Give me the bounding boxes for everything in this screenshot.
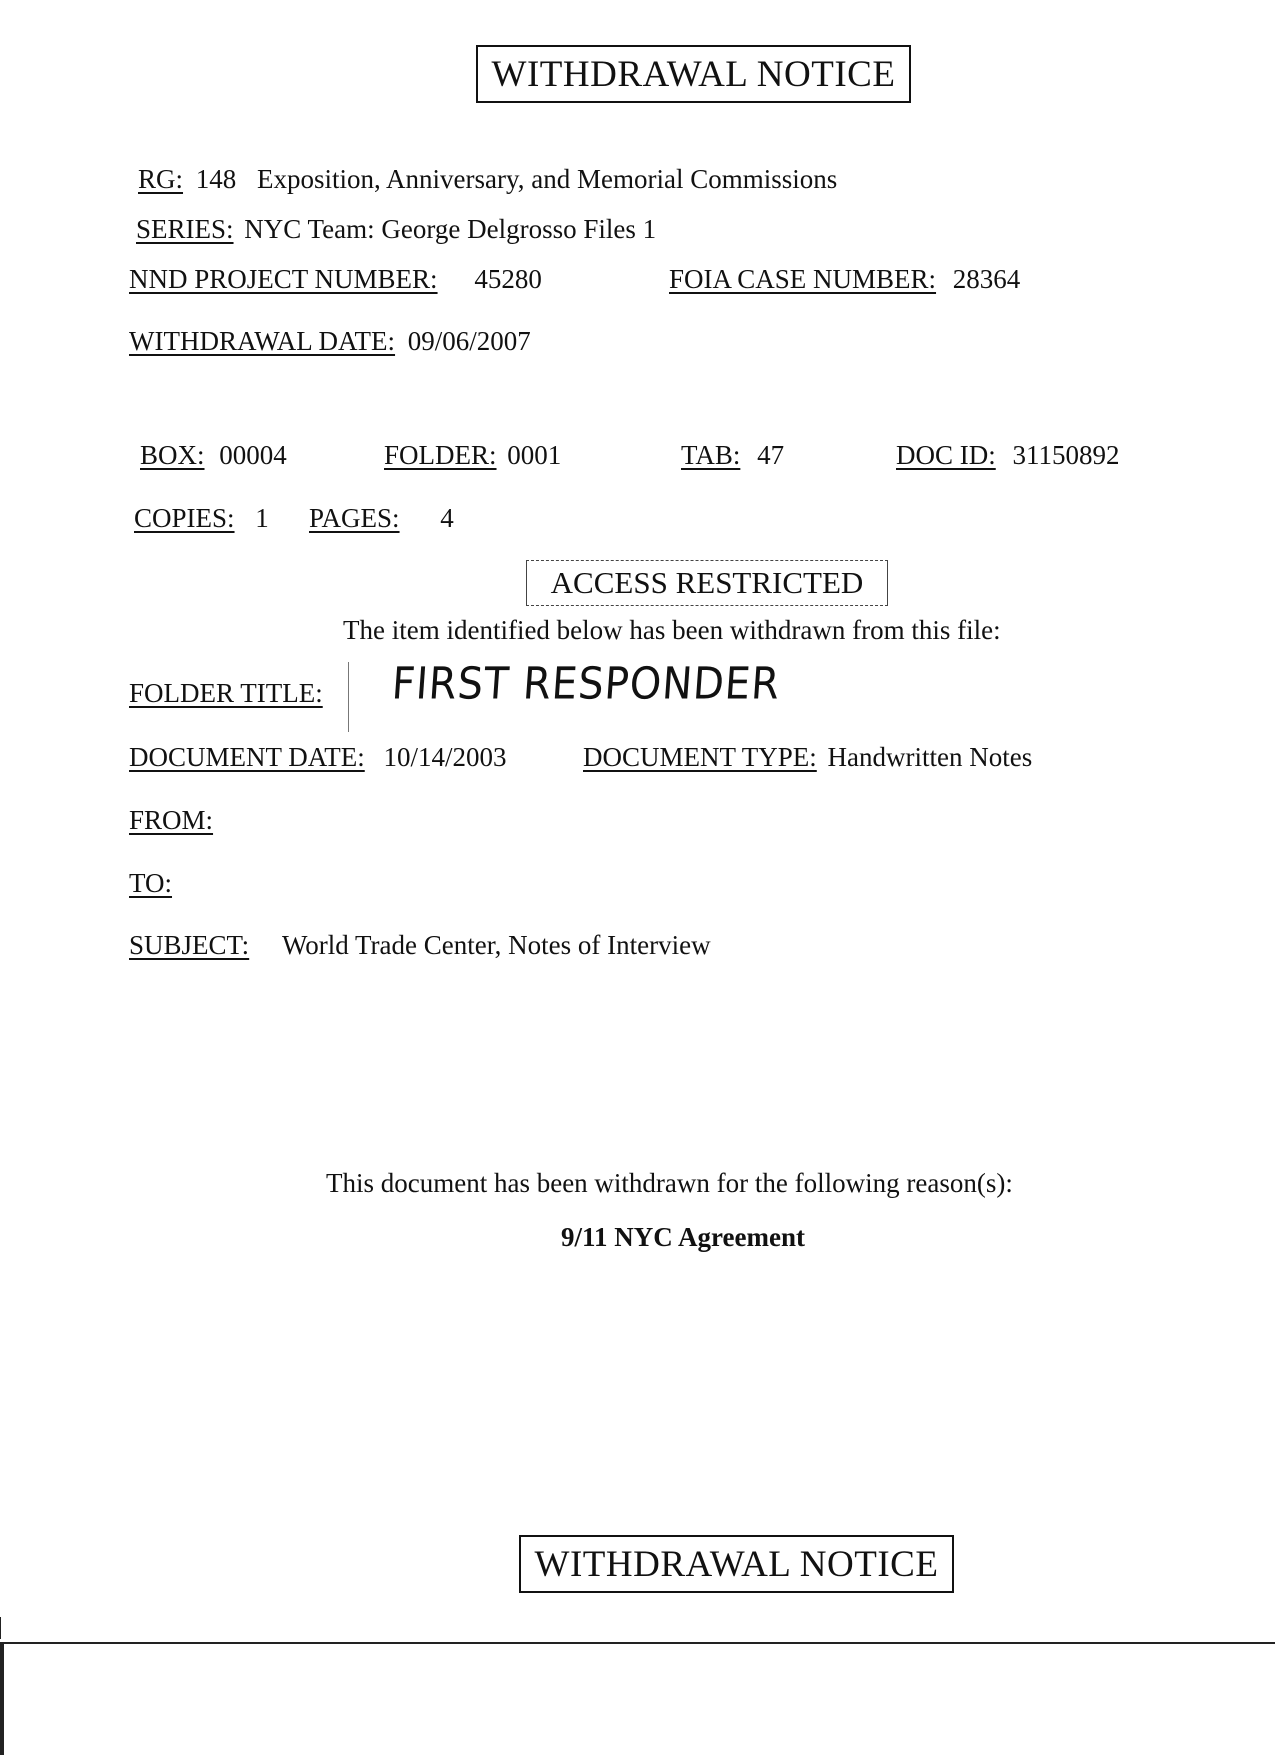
withdrawal-date-row — [129, 328, 531, 355]
rg-value: Exposition, Anniversary, and Memorial Commissions — [257, 164, 838, 194]
tab-value: 47 — [757, 440, 785, 470]
document-date-value: 10/14/2003 — [383, 742, 507, 772]
doc-id-row — [896, 442, 1120, 469]
box-value: 00004 — [219, 440, 287, 470]
to-label: TO: — [129, 868, 173, 898]
copies-value: 1 — [255, 503, 269, 533]
box-row — [140, 442, 287, 469]
foia-case-label: FOIA CASE NUMBER: — [669, 264, 937, 294]
nnd-project-label: NND PROJECT NUMBER: — [129, 264, 438, 294]
copies-label: COPIES: — [134, 503, 235, 533]
doc-id-value: 31150892 — [1012, 440, 1120, 470]
subject-label: SUBJECT: — [129, 930, 250, 960]
withdrawal-notice-footer — [519, 1535, 954, 1593]
scan-edge-horizontal — [0, 1642, 1275, 1644]
rg-label: RG: — [138, 164, 184, 194]
document-date-row — [129, 744, 507, 771]
from-label: FROM: — [129, 805, 214, 835]
copies-row — [134, 505, 269, 532]
withdrawal-date-label: WITHDRAWAL DATE: — [129, 326, 396, 356]
access-restricted-stamp — [526, 560, 888, 606]
folder-row — [384, 442, 561, 469]
nnd-project-value: 45280 — [474, 264, 542, 294]
document-type-row — [583, 744, 1032, 771]
from-row — [129, 807, 213, 834]
folder-title-divider — [348, 662, 349, 732]
header-title: WITHDRAWAL NOTICE — [491, 53, 896, 95]
scan-edge-vertical — [0, 1642, 4, 1755]
tab-row — [681, 442, 784, 469]
withdrawal-date-value: 09/06/2007 — [407, 326, 531, 356]
series-label: SERIES: — [136, 214, 234, 244]
subject-row — [129, 932, 711, 959]
box-label: BOX: — [140, 440, 205, 470]
pages-value: 4 — [440, 503, 454, 533]
reason-intro: This document has been withdrawn for the following reason(s): — [326, 1168, 1013, 1198]
document-type-label: DOCUMENT TYPE: — [583, 742, 817, 772]
doc-id-label: DOC ID: — [896, 440, 996, 470]
to-row — [129, 870, 172, 897]
subject-value: World Trade Center, Notes of Interview — [281, 930, 711, 960]
folder-title-handwritten: FIRST RESPONDER — [390, 658, 782, 710]
pages-label: PAGES: — [309, 503, 400, 533]
withdrawn-intro: The item identified below has been withdrawn from this file: — [343, 615, 1001, 645]
footer-title: WITHDRAWAL NOTICE — [534, 1543, 939, 1585]
foia-case-row — [669, 266, 1020, 293]
rg-number: 148 — [195, 164, 237, 194]
tab-label: TAB: — [681, 440, 741, 470]
access-status: ACCESS RESTRICTED — [550, 565, 864, 600]
scan-edge-tick — [0, 1617, 1, 1639]
series-value: NYC Team: George Delgrosso Files 1 — [244, 214, 657, 244]
folder-label: FOLDER: — [384, 440, 497, 470]
folder-title-label: FOLDER TITLE: — [129, 678, 323, 708]
document-date-label: DOCUMENT DATE: — [129, 742, 365, 772]
pages-row — [309, 505, 454, 532]
document-type-value: Handwritten Notes — [827, 742, 1033, 772]
foia-case-value: 28364 — [952, 264, 1021, 294]
folder-value: 0001 — [507, 440, 562, 470]
withdrawal-notice-header — [476, 45, 911, 103]
reason-value: 9/11 NYC Agreement — [561, 1222, 805, 1252]
folder-title-row — [129, 680, 323, 707]
series-row — [136, 216, 656, 243]
rg-row — [138, 166, 837, 193]
nnd-project-row — [129, 266, 542, 293]
